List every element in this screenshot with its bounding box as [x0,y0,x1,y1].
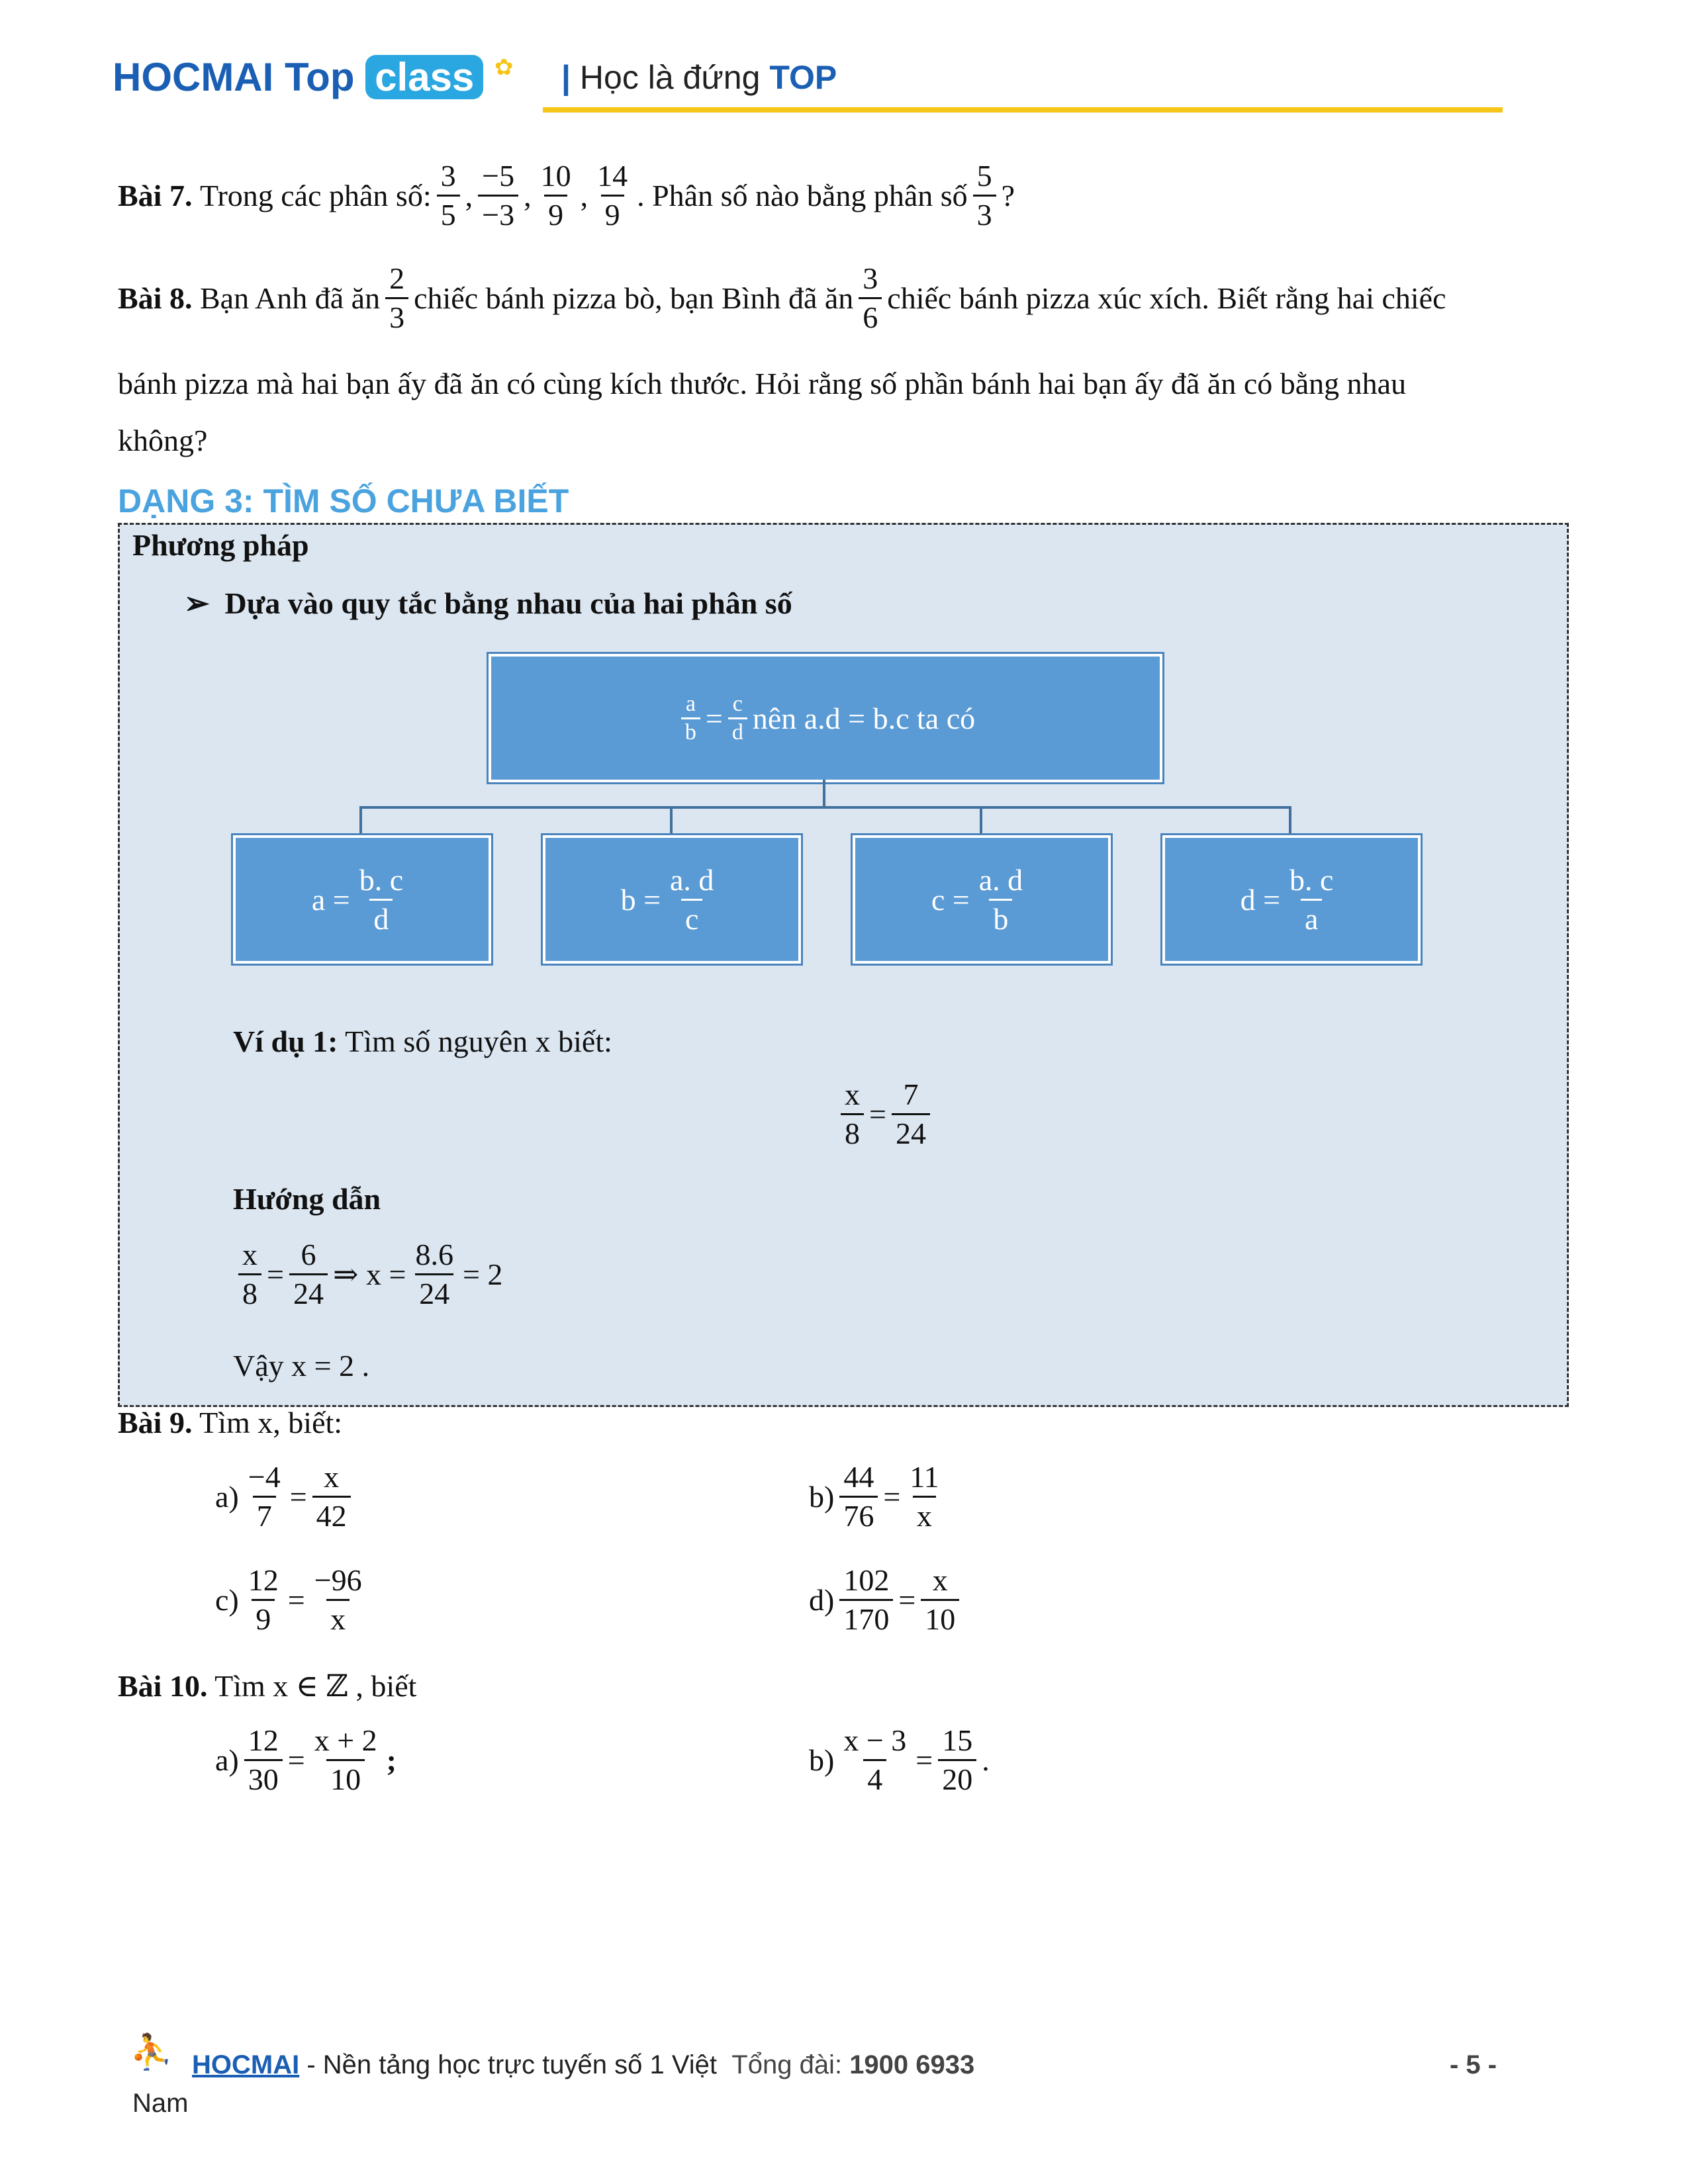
bai10-item-a: a) $\frac{12}{30}$ = $\frac{x + 2}{10}$ ; [215,1723,397,1796]
method-bullet [184,585,792,622]
footer-logo-icon: ⛹ [130,2033,173,2071]
fraction: $\frac{7}{24}$ [892,1077,930,1151]
bai9-item-a: a) $\frac{-4}{7}$ = $\frac{x}{42}$ [215,1460,356,1533]
footer-hotline: 1900 6933 [849,2050,975,2079]
footer-line2: Nam [132,2089,189,2118]
item-end: ; [386,1743,397,1777]
fraction: $\frac{10}{9}$ [540,159,571,232]
bai10-heading [118,1668,416,1705]
logo-top: Top [284,55,355,99]
arrow-bullet-icon: ➢ [184,586,210,620]
bai7-label: Bài 7. [118,178,193,212]
star-icon: ✿ [494,55,514,80]
slogan-strong: TOP [769,59,837,96]
slogan-divider: | [561,59,571,96]
fraction: $\frac{14}{9}$ [597,159,628,232]
example-label: Ví dụ 1: [233,1024,338,1058]
connector [980,806,982,834]
header-underline [543,107,1503,113]
fraction: $\frac{44}{76}$ [839,1460,878,1533]
fraction: $\frac{2}{3}$ [385,261,408,335]
bai8-t1: Bạn Anh đã ăn [199,281,381,315]
fraction: $\frac{x}{10}$ [921,1563,959,1637]
fraction: $\frac{-5}{-3}$ [478,159,518,232]
diagram-eq: = [705,701,723,735]
bai8-label: Bài 8. [118,281,193,315]
item-end: . [982,1743,990,1777]
bai9-heading [118,1404,342,1441]
fraction: $\frac{15}{20}$ [938,1723,976,1797]
footer-hotline-label: Tổng đài: [731,2050,843,2079]
bai8-line2: bánh pizza mà hai bạn ấy đã ăn có cùng kích thước. Hỏi rằng số phần bánh hai bạn ấy đã ăn có bằng nhau [118,367,1407,400]
result: = 2 [462,1257,503,1291]
fraction: $\frac{6}{24}$ [289,1238,328,1311]
fraction: $\frac{a}{b}$ [681,692,700,745]
solution [233,1238,502,1311]
fraction: $\frac{x}{42}$ [312,1460,351,1533]
fraction: $\frac{c}{d}$ [728,692,747,745]
fraction: $\frac{b. c}{d}$ [359,862,404,936]
fraction: $\frac{12}{9}$ [248,1563,279,1636]
bai7-mid: . Phân số nào bằng phân số [637,178,968,212]
example-text: Tìm số nguyên x biết: [345,1024,612,1058]
bai10-item-b: b) $\frac{x - 3}{4}$ = $\frac{15}{20}$ . [809,1723,990,1796]
diagram-child-b [543,835,801,964]
fraction: $\frac{-96}{x}$ [314,1563,362,1636]
connector [670,806,673,834]
connector [1289,806,1291,834]
fraction: $\frac{11}{x}$ [910,1460,939,1533]
child-lhs: b = [620,882,661,917]
example-heading [233,1023,612,1060]
bai8-line3: không? [118,424,208,457]
fraction: $\frac{3}{5}$ [437,159,460,232]
item-tag: b) [809,1479,835,1514]
item-tag: b) [809,1743,835,1777]
fraction: $\frac{102}{170}$ [839,1563,893,1637]
guide-heading: Hướng dẫn [233,1182,381,1216]
fraction: $\frac{12}{30}$ [244,1723,283,1797]
header-logo [113,54,513,100]
diagram-child-d [1162,835,1421,964]
slogan-prefix: Học là đứng [579,59,761,96]
connector [359,806,362,834]
method-bullet-text: Dựa vào quy tắc bằng nhau của hai phân số [224,586,792,620]
logo-class: class [365,55,483,99]
header-slogan [561,58,837,97]
eq-sign: = [869,1097,886,1131]
child-lhs: a = [311,882,350,917]
footer [192,2050,974,2080]
item-tag: d) [809,1582,835,1617]
fraction: $\frac{b. c}{a}$ [1289,862,1334,936]
bai8-t3: chiếc bánh pizza xúc xích. Biết rằng hai chiếc [887,281,1446,315]
fraction: $\frac{a. d}{b}$ [978,862,1023,936]
bai7-text: Trong các phân số: [199,178,432,212]
fraction: $\frac{x}{8}$ [841,1077,864,1151]
fraction: $\frac{3}{6}$ [859,261,882,335]
footer-text: - Nền tảng học trực tuyến số 1 Việt [299,2050,718,2079]
method-heading: Phương pháp [132,528,309,562]
footer-brand[interactable]: HOCMAI [192,2050,300,2079]
bai10-text: Tìm x ∈ ℤ , biết [214,1669,417,1703]
connector [823,780,825,807]
example-equation [835,1077,935,1151]
diagram-child-a [233,835,491,964]
bai9-label: Bài 9. [118,1406,193,1439]
bai9-item-d: d) $\frac{102}{170}$ = $\frac{x}{10}$ [809,1563,964,1637]
item-tag: a) [215,1479,239,1514]
eq-sign: = [267,1257,284,1291]
footer-page-number: - 5 - [1450,2050,1497,2079]
bai7: Bài 7. Trong các phân số: $\frac{3}{5}$ , $\frac{-5}{-3}$ , $\frac{10}{9}$ , $\frac{14}{9}$ . Phân số nào bằng phân số $\frac{5}{3}$ ? [118,159,1015,232]
logo-hocmai: HOCMAI [113,55,274,99]
item-tag: a) [215,1743,239,1777]
fraction: $\frac{-4}{7}$ [248,1460,281,1533]
diagram-child-c [853,835,1111,964]
fraction: $\frac{5}{3}$ [973,159,996,232]
fraction: $\frac{x}{8}$ [238,1238,261,1311]
connector [359,806,1291,809]
bai10-label: Bài 10. [118,1669,208,1703]
fraction: $\frac{x - 3}{4}$ [843,1723,907,1796]
conclusion: Vậy x = 2 . [233,1349,370,1383]
fraction: $\frac{x + 2}{10}$ [314,1723,377,1796]
diagram-root [489,654,1162,782]
bai9-item-b: b) $\frac{44}{76}$ = $\frac{11}{x}$ [809,1460,949,1533]
fraction: $\frac{a. d}{c}$ [670,862,714,936]
item-tag: c) [215,1582,239,1617]
bai9-text: Tìm x, biết: [199,1406,343,1439]
child-lhs: c = [931,882,970,917]
bai8-line1 [118,261,1574,335]
bai9-item-c: c) $\frac{12}{9}$ = $\frac{-96}{x}$ [215,1563,371,1637]
implies: ⇒ x = [332,1257,406,1291]
fraction: $\frac{8.6}{24}$ [415,1238,453,1310]
child-lhs: d = [1240,882,1281,917]
bai8-t2: chiếc bánh pizza bò, bạn Bình đã ăn [414,281,854,315]
bai7-end: ? [1001,178,1015,212]
diagram-root-text: nên a.d = b.c ta có [752,701,976,735]
section-title: DẠNG 3: TÌM SỐ CHƯA BIẾT [118,482,569,520]
